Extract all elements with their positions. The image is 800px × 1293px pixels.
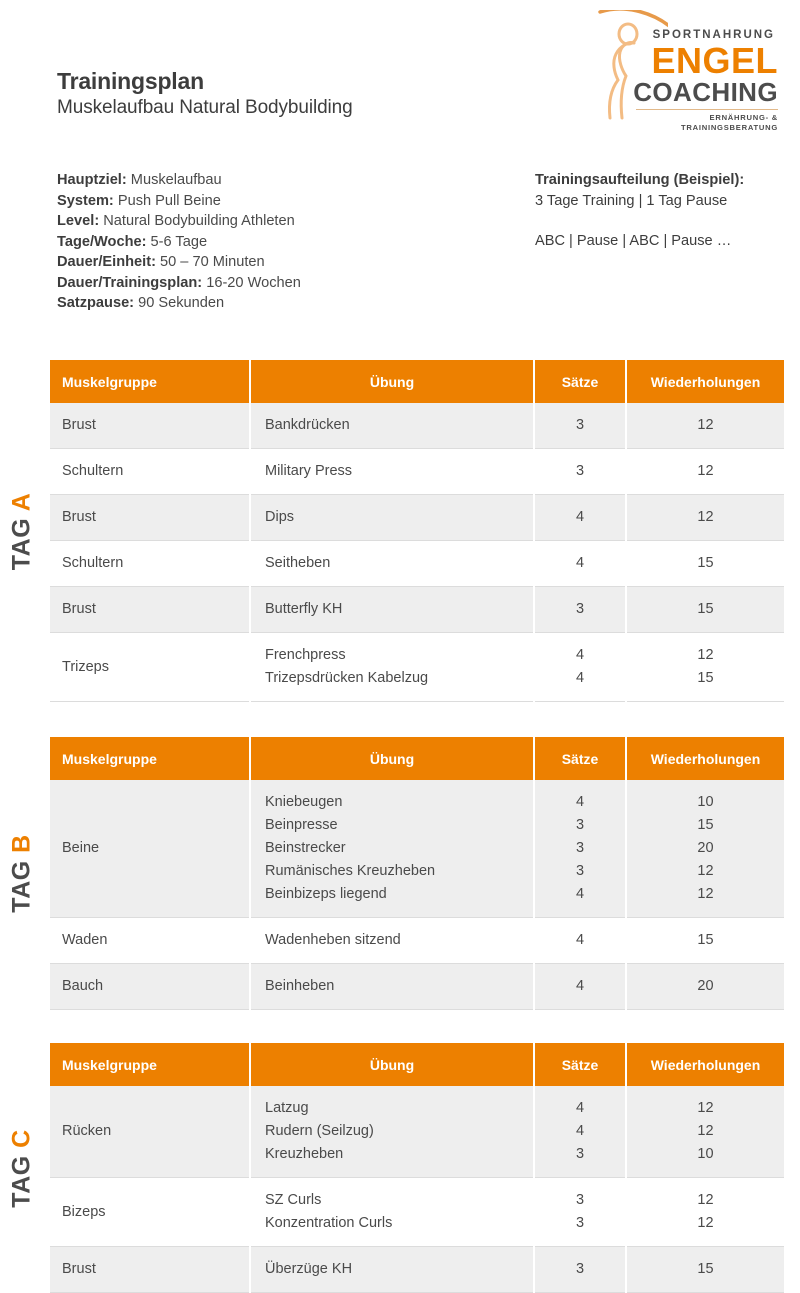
- cell-wiederholungen-line: 12: [697, 647, 714, 663]
- cell-saetze: [534, 1247, 626, 1293]
- info-right-column: [535, 170, 744, 252]
- day-a-body: [50, 403, 784, 702]
- cell-muskelgruppe: [50, 495, 250, 541]
- info-row-system: [57, 191, 301, 212]
- cell-uebung-line: Konzentration Curls: [265, 1215, 393, 1231]
- cell-wiederholungen-line: 12: [697, 463, 714, 479]
- day-b-label: [0, 737, 44, 1010]
- info-label: Hauptziel:: [57, 172, 127, 188]
- cell-wiederholungen-line: 12: [697, 417, 714, 433]
- header-saetze: Sätze: [534, 1043, 626, 1086]
- cell-wiederholungen-line: 12: [697, 863, 714, 879]
- cell-saetze-line: 4: [575, 886, 585, 902]
- cell-saetze: [534, 918, 626, 964]
- cell-wiederholungen-line: 10: [697, 794, 714, 810]
- info-value: 90 Sekunden: [138, 295, 225, 311]
- cell-wiederholungen-line: 15: [697, 1261, 714, 1277]
- info-row-tage-woche: [57, 232, 301, 253]
- header-muskelgruppe: Muskelgruppe: [50, 1043, 250, 1086]
- cell-uebung-line: Wadenheben sitzend: [265, 932, 401, 948]
- trainingsaufteilung-heading: Trainingsaufteilung (Beispiel):: [535, 172, 745, 188]
- header-uebung: Übung: [250, 360, 534, 403]
- cell-wiederholungen-line: 12: [697, 1123, 714, 1139]
- cell-saetze: [534, 495, 626, 541]
- cell-muskelgruppe: [50, 633, 250, 702]
- day-b-section: [7, 737, 784, 1010]
- cell-muskelgruppe: [50, 1247, 250, 1293]
- cell-saetze-line: 3: [575, 1146, 585, 1162]
- cell-saetze-line: 4: [575, 978, 585, 994]
- cell-muskelgruppe: [50, 449, 250, 495]
- cell-wiederholungen: [626, 633, 784, 702]
- cell-uebung: [250, 1086, 534, 1178]
- cell-uebung: [250, 495, 534, 541]
- info-label: System:: [57, 192, 114, 209]
- day-a-label: [0, 360, 44, 702]
- cell-muskelgruppe-line: Brust: [62, 509, 96, 525]
- cell-wiederholungen: [626, 1247, 784, 1293]
- cell-muskelgruppe-line: Bauch: [62, 978, 104, 994]
- cell-uebung-line: Überzüge KH: [265, 1261, 353, 1277]
- cell-saetze-line: 4: [575, 509, 585, 525]
- cell-wiederholungen: [626, 918, 784, 964]
- cell-uebung: [250, 633, 534, 702]
- cell-wiederholungen-line: 20: [697, 840, 714, 856]
- day-b-word: TAG: [7, 860, 36, 913]
- cell-uebung-line: Kreuzheben: [265, 1146, 344, 1162]
- header-saetze: Sätze: [534, 360, 626, 403]
- cell-saetze-line: 3: [575, 417, 585, 433]
- cell-wiederholungen-line: 15: [697, 932, 714, 948]
- cell-saetze: [534, 780, 626, 918]
- table-row: [50, 495, 784, 541]
- day-c-label: [0, 1043, 44, 1293]
- cell-saetze-line: 3: [575, 601, 585, 617]
- header-muskelgruppe: Muskelgruppe: [50, 360, 250, 403]
- cell-wiederholungen-line: 15: [697, 670, 714, 686]
- cell-wiederholungen-line: 15: [697, 601, 714, 617]
- table-row: [50, 449, 784, 495]
- day-c-word: TAG: [7, 1154, 36, 1208]
- cell-uebung: [250, 918, 534, 964]
- cell-muskelgruppe: [50, 541, 250, 587]
- page-subtitle: Muskelaufbau Natural Bodybuilding: [57, 97, 353, 118]
- cell-uebung-line: Dips: [265, 509, 295, 525]
- day-b-table: [50, 737, 784, 1010]
- cell-uebung-line: Bankdrücken: [265, 417, 350, 433]
- cell-muskelgruppe: [50, 964, 250, 1010]
- cell-uebung-line: Beinpresse: [265, 817, 338, 833]
- cell-wiederholungen-line: 12: [697, 1100, 714, 1116]
- cell-saetze-line: 3: [575, 817, 585, 833]
- cell-wiederholungen-line: 15: [697, 817, 714, 833]
- cell-muskelgruppe-line: Brust: [62, 601, 96, 617]
- logo-coaching-text: COACHING: [633, 77, 778, 107]
- header-muskelgruppe: Muskelgruppe: [50, 737, 250, 780]
- cell-uebung-line: Military Press: [265, 463, 353, 479]
- info-value: Muskelaufbau: [130, 172, 222, 188]
- table-header-row: [50, 1043, 784, 1086]
- cell-muskelgruppe-line: Waden: [62, 932, 108, 948]
- cell-muskelgruppe: [50, 780, 250, 918]
- cell-muskelgruppe-line: Brust: [62, 417, 96, 433]
- info-spacer: [535, 211, 744, 231]
- table-row: [50, 1178, 784, 1247]
- table-row: [50, 1086, 784, 1178]
- table-row: [50, 780, 784, 918]
- cell-wiederholungen-line: 15: [697, 555, 714, 571]
- cell-muskelgruppe-line: Trizeps: [62, 658, 109, 675]
- cell-saetze-line: 4: [575, 670, 585, 686]
- info-row-hauptziel: [57, 170, 301, 191]
- table-header-row: [50, 360, 784, 403]
- cell-uebung-line: Latzug: [265, 1100, 309, 1116]
- info-row-dauer-einheit: [57, 252, 301, 273]
- info-label: Level:: [57, 213, 100, 229]
- info-row-dauer-trainingsplan: [57, 273, 301, 294]
- cell-wiederholungen: [626, 449, 784, 495]
- cell-saetze-line: 3: [575, 1215, 585, 1231]
- info-value: 50 – 70 Minuten: [160, 254, 265, 270]
- cell-saetze-line: 3: [575, 1192, 585, 1208]
- info-value: 16-20 Wochen: [206, 274, 301, 291]
- cell-muskelgruppe-line: Schultern: [62, 555, 124, 571]
- table-header-row: [50, 737, 784, 780]
- cell-uebung-line: Rudern (Seilzug): [265, 1123, 374, 1139]
- table-row: [50, 964, 784, 1010]
- cell-saetze: [534, 1178, 626, 1247]
- cell-saetze: [534, 403, 626, 449]
- cell-muskelgruppe-line: Bizeps: [62, 1203, 106, 1220]
- info-value: Natural Bodybuilding Athleten: [103, 213, 295, 229]
- day-a-letter: A: [7, 492, 36, 511]
- page-title: Trainingsplan: [57, 68, 204, 94]
- cell-saetze: [534, 1086, 626, 1178]
- cell-wiederholungen: [626, 964, 784, 1010]
- cell-wiederholungen-line: 12: [697, 509, 714, 525]
- cell-uebung-line: Beinbizeps liegend: [265, 886, 387, 902]
- cell-muskelgruppe: [50, 587, 250, 633]
- info-left-column: [57, 170, 301, 314]
- table-row: [50, 1247, 784, 1293]
- info-row-satzpause: [57, 293, 301, 314]
- cell-muskelgruppe-line: Schultern: [62, 463, 124, 479]
- cell-uebung: [250, 587, 534, 633]
- cell-saetze: [534, 633, 626, 702]
- table-row: [50, 587, 784, 633]
- info-label: Satzpause:: [57, 295, 135, 311]
- cell-uebung-line: Beinheben: [265, 978, 335, 994]
- info-block: [0, 170, 800, 330]
- day-c-table: [50, 1043, 784, 1293]
- cell-saetze-line: 4: [575, 794, 585, 810]
- cell-muskelgruppe-line: Brust: [62, 1261, 96, 1277]
- header-uebung: Übung: [250, 1043, 534, 1086]
- logo-wordmark: [618, 8, 778, 133]
- cell-saetze: [534, 449, 626, 495]
- table-row: [50, 918, 784, 964]
- trainingsaufteilung-line2: ABC | Pause | ABC | Pause …: [535, 233, 732, 249]
- cell-saetze: [534, 587, 626, 633]
- info-label: Dauer/Trainingsplan:: [57, 274, 203, 291]
- cell-muskelgruppe: [50, 403, 250, 449]
- cell-saetze-line: 3: [575, 463, 585, 479]
- day-c-section: [7, 1043, 784, 1293]
- cell-uebung: [250, 1178, 534, 1247]
- info-label: Dauer/Einheit:: [57, 254, 156, 270]
- cell-wiederholungen: [626, 587, 784, 633]
- day-a-table: [50, 360, 784, 702]
- day-c-body: [50, 1086, 784, 1293]
- logo-engel-text: ENGEL: [651, 40, 778, 81]
- cell-uebung: [250, 964, 534, 1010]
- cell-uebung: [250, 780, 534, 918]
- cell-uebung: [250, 541, 534, 587]
- cell-muskelgruppe-line: Beine: [62, 840, 100, 856]
- day-c-letter: C: [7, 1128, 36, 1148]
- header-uebung: Übung: [250, 737, 534, 780]
- table-row: [50, 541, 784, 587]
- cell-wiederholungen-line: 12: [697, 1215, 714, 1231]
- header-saetze: Sätze: [534, 737, 626, 780]
- cell-muskelgruppe-line: Rücken: [62, 1123, 112, 1139]
- cell-wiederholungen-line: 10: [697, 1146, 714, 1162]
- cell-wiederholungen: [626, 1178, 784, 1247]
- cell-wiederholungen-line: 12: [697, 886, 714, 902]
- cell-saetze-line: 3: [575, 1261, 585, 1277]
- title-block: [57, 67, 353, 121]
- cell-muskelgruppe: [50, 918, 250, 964]
- cell-saetze-line: 4: [575, 647, 585, 663]
- cell-wiederholungen: [626, 541, 784, 587]
- table-row: [50, 633, 784, 702]
- cell-saetze-line: 4: [575, 1100, 585, 1116]
- cell-uebung: [250, 403, 534, 449]
- cell-wiederholungen: [626, 780, 784, 918]
- cell-uebung-line: Trizepsdrücken Kabelzug: [265, 670, 429, 686]
- trainingsaufteilung-line1: 3 Tage Training | 1 Tag Pause: [535, 192, 728, 209]
- cell-wiederholungen: [626, 495, 784, 541]
- cell-muskelgruppe: [50, 1086, 250, 1178]
- header-wiederholungen: Wiederholungen: [626, 1043, 784, 1086]
- cell-saetze: [534, 541, 626, 587]
- logo-divider: [636, 109, 778, 110]
- info-value: 5-6 Tage: [150, 233, 208, 250]
- cell-uebung-line: Butterfly KH: [265, 601, 343, 617]
- cell-saetze-line: 4: [575, 1123, 585, 1139]
- cell-uebung-line: Kniebeugen: [265, 794, 343, 810]
- cell-uebung-line: Frenchpress: [265, 647, 346, 663]
- info-label: Tage/Woche:: [57, 233, 147, 250]
- cell-saetze-line: 4: [575, 555, 585, 571]
- cell-saetze-line: 4: [575, 932, 585, 948]
- cell-saetze-line: 3: [575, 840, 585, 856]
- cell-saetze: [534, 964, 626, 1010]
- cell-uebung: [250, 449, 534, 495]
- cell-saetze-line: 3: [575, 863, 585, 879]
- cell-muskelgruppe: [50, 1178, 250, 1247]
- cell-uebung-line: SZ Curls: [265, 1192, 322, 1208]
- brand-logo: [598, 8, 778, 130]
- cell-wiederholungen: [626, 1086, 784, 1178]
- day-a-word: TAG: [7, 517, 36, 570]
- page-header: [0, 0, 800, 140]
- day-a-section: [7, 360, 784, 702]
- day-b-letter: B: [7, 834, 36, 853]
- day-b-body: [50, 780, 784, 1010]
- info-value: Push Pull Beine: [117, 192, 221, 209]
- logo-tagline-text: ERNÄHRUNG- & TRAININGSBERATUNG: [681, 113, 778, 132]
- cell-uebung-line: Beinstrecker: [265, 840, 346, 856]
- info-row-level: [57, 211, 301, 232]
- header-wiederholungen: Wiederholungen: [626, 360, 784, 403]
- cell-uebung-line: Seitheben: [265, 555, 331, 571]
- table-row: [50, 403, 784, 449]
- cell-wiederholungen-line: 20: [697, 978, 714, 994]
- logo-sportnahrung-text: SPORTNAHRUNG: [652, 29, 775, 41]
- cell-uebung-line: Rumänisches Kreuzheben: [265, 863, 436, 879]
- cell-uebung: [250, 1247, 534, 1293]
- header-wiederholungen: Wiederholungen: [626, 737, 784, 780]
- cell-wiederholungen-line: 12: [697, 1192, 714, 1208]
- cell-wiederholungen: [626, 403, 784, 449]
